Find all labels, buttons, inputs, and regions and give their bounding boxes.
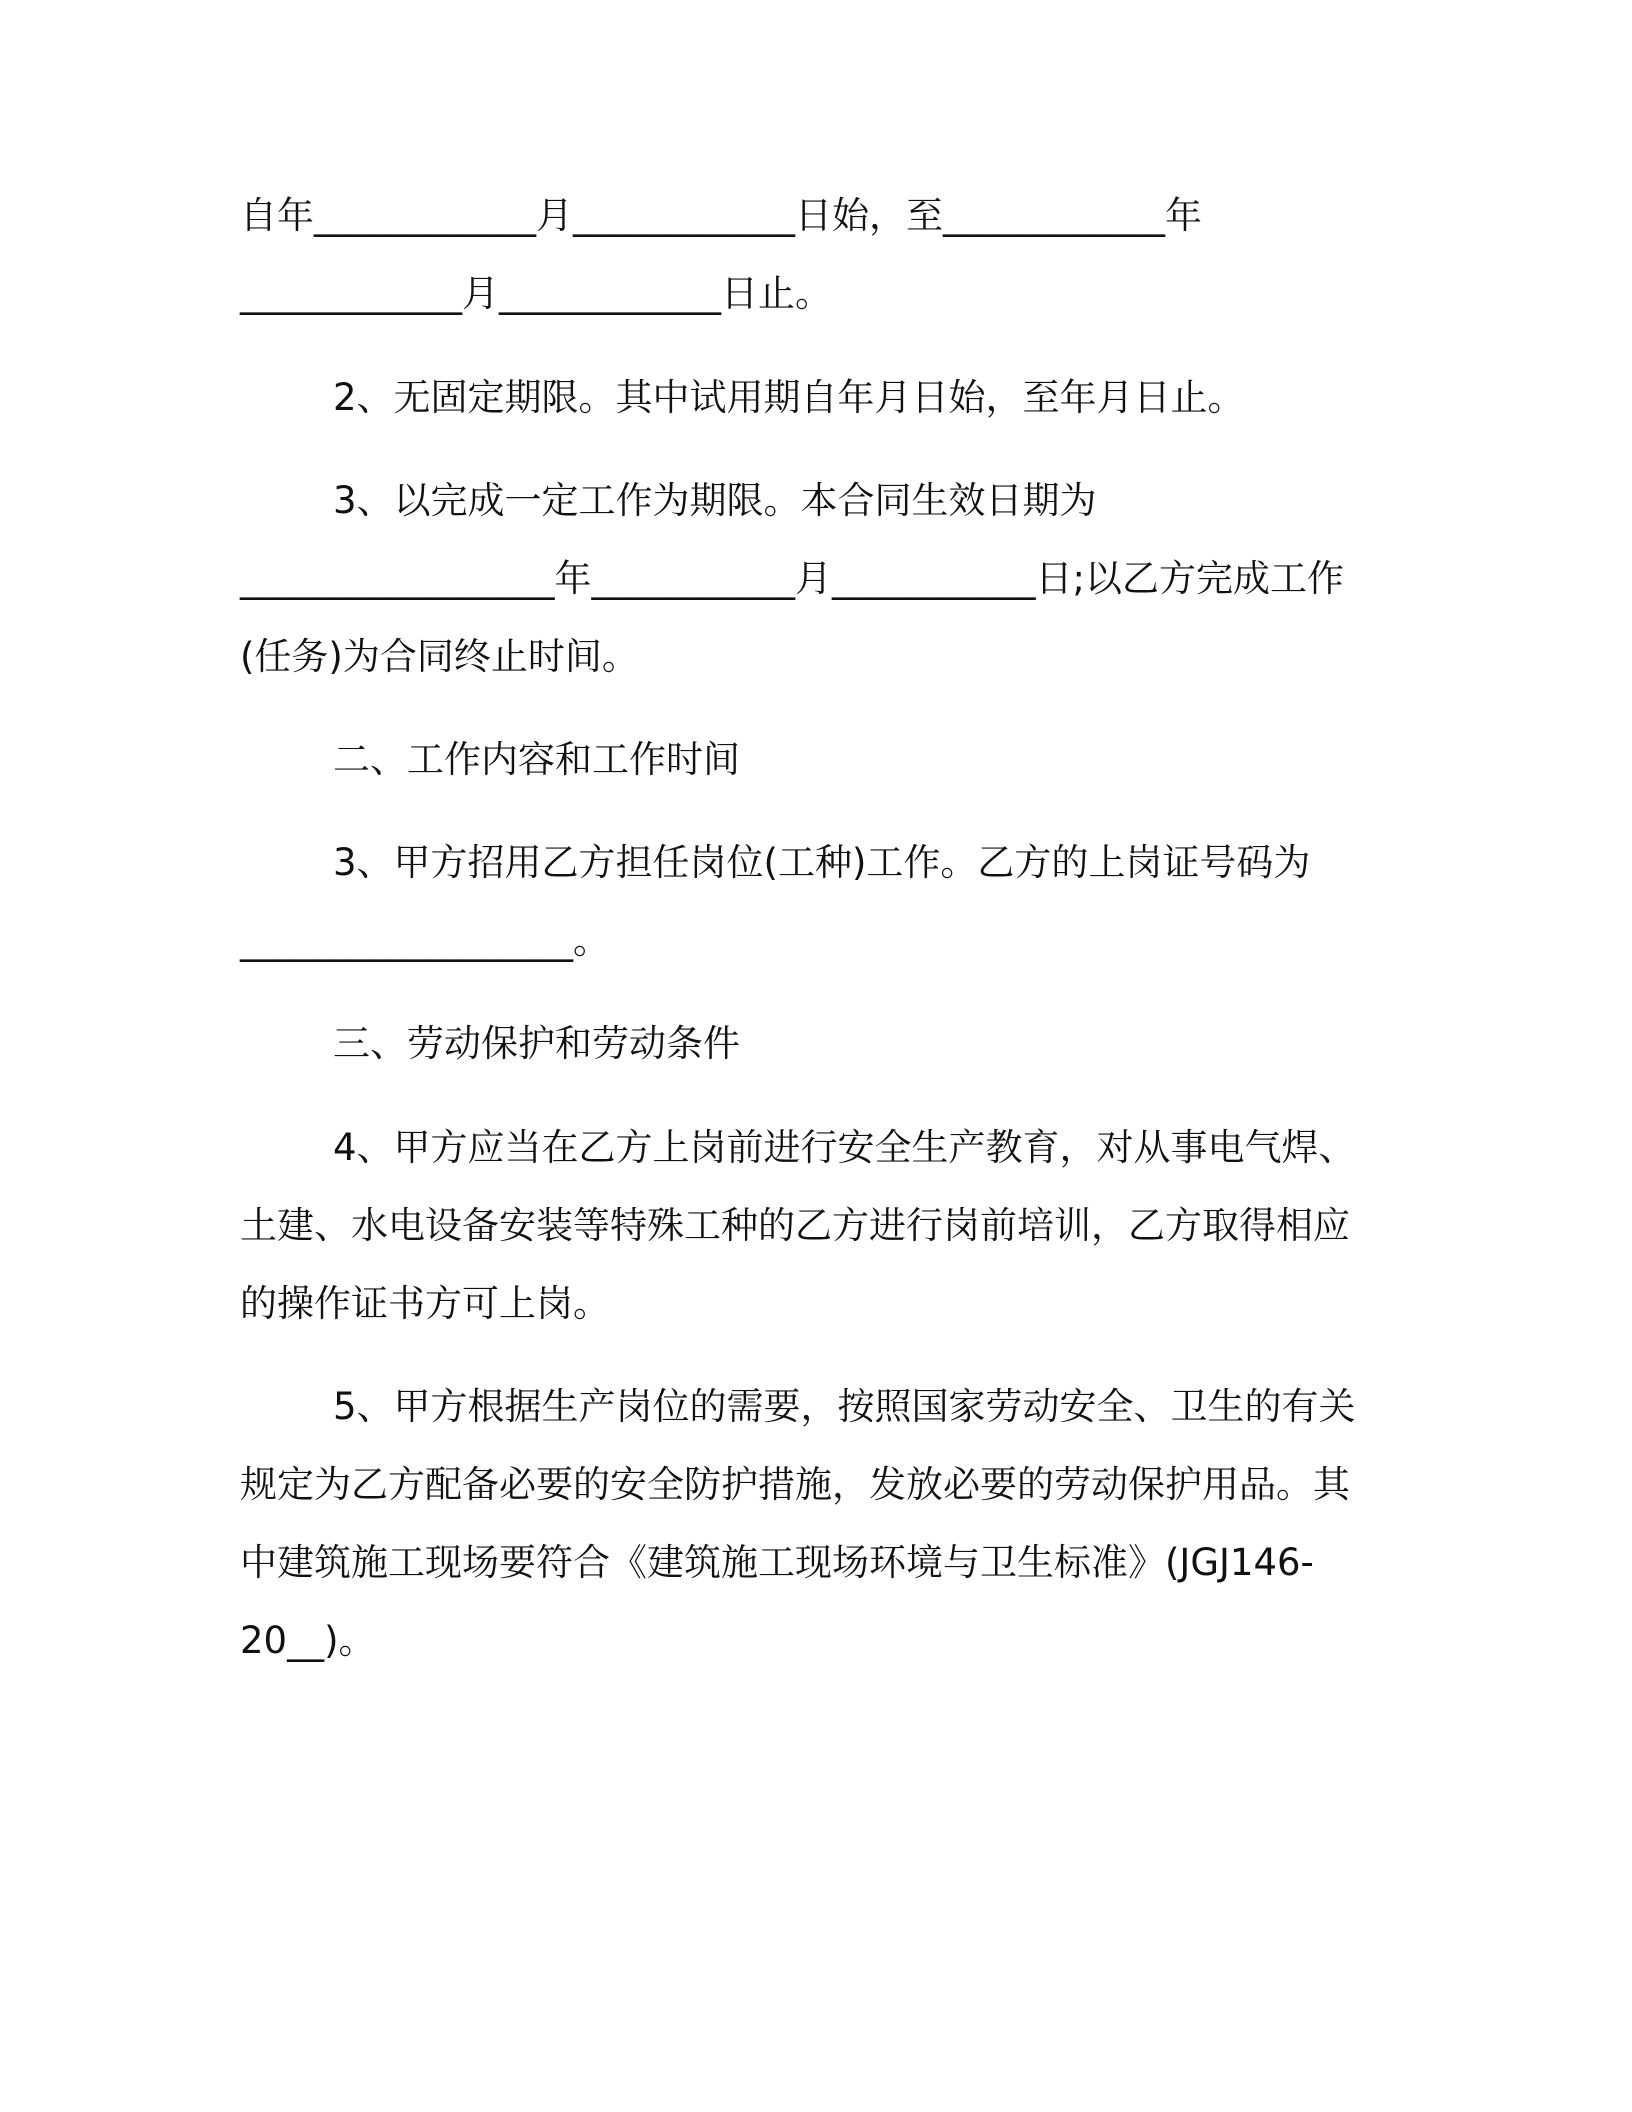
text-line-item-5-part-1: 5、甲方根据生产岗位的需要，按照国家劳动安全、卫生的有关 <box>333 1385 1356 1428</box>
text-line-item-4-part-3: 的操作证书方可上岗。 <box>240 1282 610 1325</box>
text-line-item-2-open-ended: 2、无固定期限。其中试用期自年月日始，至年月日止。 <box>333 376 1245 419</box>
text-line-item-4-part-1: 4、甲方应当在乙方上岗前进行安全生产教育，对从事电气焊、 <box>333 1126 1356 1169</box>
text-line-item-4-part-2: 土建、水电设备安装等特殊工种的乙方进行岗前培训，乙方取得相应 <box>240 1204 1350 1247</box>
text-line-term-end: ____________月____________日止。 <box>240 272 832 315</box>
text-line-term-start: 自年____________月____________日始，至____________年 <box>240 194 1202 237</box>
text-line-item-5-part-4: 20__)。 <box>240 1619 376 1662</box>
text-line-item-3-position: 3、甲方招用乙方担任岗位(工种)工作。乙方的上岗证号码为 <box>333 841 1311 884</box>
section-heading-work-content: 二、工作内容和工作时间 <box>333 738 740 781</box>
text-line-certificate-number: __________________。 <box>240 919 610 962</box>
text-line-item-5-part-3: 中建筑施工现场要符合《建筑施工现场环境与卫生标准》(JGJ146- <box>240 1541 1314 1584</box>
text-line-termination: (任务)为合同终止时间。 <box>240 635 639 678</box>
text-line-item-5-part-2: 规定为乙方配备必要的安全防护措施，发放必要的劳动保护用品。其 <box>240 1463 1350 1506</box>
text-line-effective-date: _________________年___________月___________日;以乙方完成工作 <box>240 557 1344 600</box>
text-line-item-3-task-based: 3、以完成一定工作为期限。本合同生效日期为 <box>333 479 1097 522</box>
section-heading-labor-protection: 三、劳动保护和劳动条件 <box>333 1022 740 1065</box>
